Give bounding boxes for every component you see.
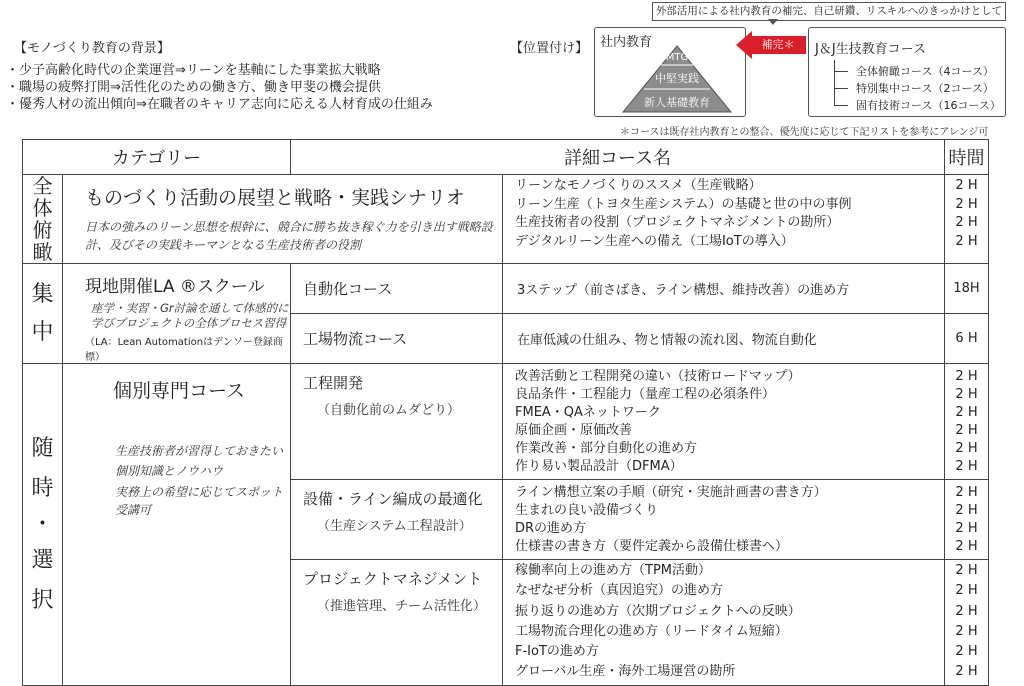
list-item: 生産技術者の役割（プロジェクトマネジメントの勘所） [515, 215, 840, 230]
jj-course-item: 特別集中コース（2コース） [856, 82, 994, 95]
jj-course-item: 固有技術コース（16コース） [856, 99, 1001, 112]
list-item: 2 H [955, 215, 978, 230]
list-item: ライン構想立案の手順（研究・実施計画書の書き方） [515, 485, 827, 500]
table-row [23, 264, 989, 314]
tree-branch [834, 105, 848, 106]
list-item: 生まれの良い設備づくり [515, 503, 659, 518]
course-logistics-detail: 在庫低減の仕組み、物と情報の流れ図、物流自動化 [503, 314, 945, 364]
tree-branch [834, 71, 848, 72]
list-item: 2 H [955, 178, 978, 193]
list-item: 2 H [955, 485, 978, 500]
hours-logistics: 6 H [945, 314, 989, 364]
list-item: 作業改善・部分自動化の進め方 [515, 441, 698, 456]
list-item: 2 H [955, 369, 978, 384]
course-note: ＊コースは既存社内教育との整合、優先度に応じて下記リストを参考にアレンジ可 [620, 127, 989, 138]
table-row [23, 175, 989, 264]
course-automation-detail: 3ステップ（前さばき、ライン構想、維持改善）の進め方 [503, 264, 945, 314]
list-item: 工場物流合理化の進め方（リードタイム短縮） [515, 623, 788, 639]
category-label-overview: 全体俯瞰 [23, 175, 63, 264]
supplement-label: 補完＊ [750, 36, 806, 54]
list-item: 2 H [955, 583, 978, 599]
inhouse-title: 社内教育 [600, 35, 653, 50]
background-item: ・優秀人材の流出傾向⇒在職者のキャリア志向に応える人材育成の仕組み [6, 97, 433, 112]
group-process-dev-hours [945, 364, 989, 480]
list-item: 仕様書の書き方（要件定義から設備仕様書へ） [515, 539, 789, 554]
tree-branch [834, 88, 848, 89]
list-item: FMEA・QAネットワーク [515, 405, 661, 420]
list-item: 2 H [955, 459, 978, 474]
list-item: 2 H [955, 441, 978, 456]
group-line-optimization-courses [503, 480, 945, 560]
list-item: 2 H [955, 644, 978, 660]
list-item: 改善活動と工程開発の違い（技術ロードマップ） [515, 369, 801, 384]
list-item: 振り返りの進め方（次期プロジェクトへの反映） [515, 603, 801, 619]
intensive-title: 現地開催LA ®スクール [85, 277, 265, 297]
list-item: リーンなモノづくりのススメ（生産戦略） [515, 178, 762, 193]
background-item: ・少子高齢化時代の企業運営⇒リーンを基軸にした事業拡大戦略 [6, 63, 381, 78]
list-item: 2 H [955, 503, 978, 518]
sub-course-automation: 自動化コース [291, 264, 503, 314]
list-item: 稼働率向上の進め方（TPM活動） [515, 563, 711, 578]
overview-description-cell [63, 175, 503, 264]
positioning-label: 【位置付け】 [510, 41, 589, 56]
sub-course-logistics: 工場物流コース [291, 314, 503, 364]
list-item: 2 H [955, 405, 978, 420]
intensive-desc: 座学・実習・Gr討論を通して体感的に学びプロジェクトの全体プロセス習得 [91, 301, 289, 330]
overview-hours-cell [945, 175, 989, 264]
header-category: カテゴリー [23, 140, 291, 175]
course-table [22, 139, 989, 686]
list-item: F-IoTの進め方 [515, 644, 599, 660]
group-project-management-courses [503, 560, 945, 686]
list-item: 2 H [955, 563, 978, 578]
list-item: 原価企画・原価改善 [515, 423, 633, 438]
list-item: なぜなぜ分析（真因追究）の進め方 [515, 583, 724, 599]
intensive-trademark: （LA：Lean Automationはデンソー登録商標） [85, 337, 283, 363]
group-project-management-hours [945, 560, 989, 686]
pyramid-level-middle: 中堅実践 [655, 72, 699, 85]
tree-line [834, 60, 849, 106]
table-header-row [23, 140, 989, 175]
intensive-description-cell [63, 264, 291, 364]
jj-course-list [856, 63, 1001, 114]
elective-desc-1: 生産技術者が習得しておきたい個別知識とノウハウ [115, 444, 284, 478]
list-item: 2 H [955, 387, 978, 402]
pyramid-diagram [621, 44, 733, 114]
overview-courses-cell [503, 175, 945, 264]
group-line-optimization: 設備・ライン編成の最適化 （生産システム工程設計） [291, 480, 503, 560]
pyramid-level-bottom: 新人基礎教育 [644, 96, 710, 109]
hours-automation: 18H [945, 264, 989, 314]
list-item: 作り易い製品設計（DFMA） [515, 459, 683, 474]
group-process-dev-courses [503, 364, 945, 480]
jj-course-item: 全体俯瞰コース（4コース） [856, 65, 994, 78]
list-item: 2 H [955, 664, 978, 680]
header-course: 詳細コース名 [291, 140, 945, 175]
overview-desc: 日本の強みのリーン思想を根幹に、競合に勝ち抜き稼ぐ力を引き出す戦略設計、及びその実践キーマンとなる生産技術者の役割 [85, 220, 493, 252]
list-item: DRの進め方 [515, 521, 587, 536]
category-label-intensive: 集 中 [23, 264, 63, 364]
category-label-elective: 随 時 ・ 選 択 [23, 364, 63, 686]
list-item: 2 H [955, 603, 978, 619]
group-line-optimization-hours [945, 480, 989, 560]
jj-title: J＆J生技教育コース [815, 42, 927, 57]
list-item: 2 H [955, 423, 978, 438]
group-project-management: プロジェクトマネジメント （推進管理、チーム活性化） [291, 560, 503, 686]
list-item: 2 H [955, 623, 978, 639]
list-item: 2 H [955, 539, 978, 554]
list-item: 良品条件・工程能力（量産工程の必須条件） [515, 387, 776, 402]
overview-title: ものづくり活動の展望と戦略・実践シナリオ [85, 187, 465, 209]
list-item: リーン生産（トヨタ生産システム）の基礎と世の中の事例 [515, 196, 852, 212]
callout-box: 外部活用による社内教育の補完、自己研鑽、リスキルへのきっかけとして [652, 2, 1006, 21]
list-item: デジタルリーン生産への備え（工場IoTの導入） [515, 233, 794, 249]
list-item: 2 H [955, 233, 978, 249]
table-row [23, 364, 989, 480]
background-item: ・職場の疲弊打開⇒活性化のための働き方、働き甲斐の機会提供 [6, 80, 381, 95]
callout-tail [768, 19, 778, 25]
list-item: 2 H [955, 196, 978, 212]
background-list [6, 62, 433, 113]
header-time: 時間 [945, 140, 989, 175]
list-item: 2 H [955, 521, 978, 536]
elective-title: 個別専門コース [113, 380, 246, 402]
list-item: グローバル生産・海外工場運営の勘所 [515, 664, 736, 680]
group-process-dev: 工程開発 （自動化前のムダどり） [291, 364, 503, 480]
elective-description-cell [63, 364, 291, 686]
background-title: 【モノづくり教育の背景】 [14, 41, 170, 56]
pyramid-level-top: MTG [665, 52, 689, 63]
elective-desc-2: 実務上の希望に応じてスポット受講可 [115, 485, 284, 517]
